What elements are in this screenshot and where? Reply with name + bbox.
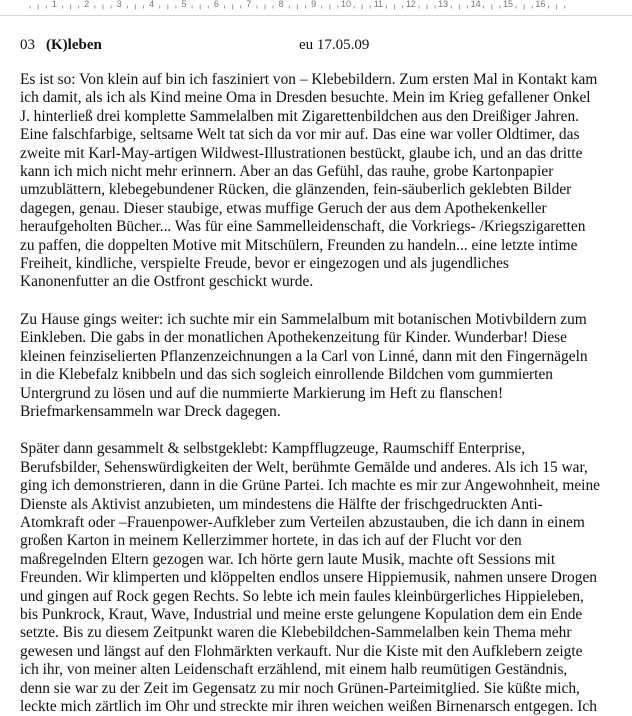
text-line: kann ich mich nicht mehr erinnern. Aber an das Gefühl, das rauhe, grobe Kartonpapier xyxy=(20,163,554,181)
text-line: Briefmarkensammeln war Dreck dagegen. xyxy=(20,402,281,420)
text-line: Zu Hause gings weiter: ich suchte mir ein Sammelalbum mit botanischen Motivbildern zum xyxy=(20,310,587,328)
text-line: Atomkraft oder –Frauenpower-Aufkleber zum Verteilen abzustauben, die ich dann in einem xyxy=(20,513,585,531)
text-line: umzublättern, klebegebundener Rücken, die glänzenden, fein-säuberlich geklebten Bilder xyxy=(20,181,572,199)
ruler-number: 10 xyxy=(340,0,352,9)
ruler-number: 16 xyxy=(535,0,546,9)
text-line: ich damit, als ich als Kind meine Oma in Dresden besuchte. Mein im Krieg gefallener Onkel xyxy=(20,89,591,107)
document-page xyxy=(20,34,618,716)
ruler-number: 7 xyxy=(246,0,252,9)
text-line: Kanonenfutter an die Ostfront geschickt wurde. xyxy=(20,273,314,291)
text-line: Untergrund zu lösen und auf die nummierte Markierung im Heft zu flanschen! xyxy=(20,384,504,402)
ruler-number: 11 xyxy=(373,0,384,9)
text-line: Dienste als Aktivist anzubieten, um mindestens die Hälfte der frischgedruckten Anti- xyxy=(20,495,543,513)
text-line: gewesen und längst auf den Flohmärkten verkauft. Nur die Kiste mit den Aufklebern zeigte xyxy=(20,642,583,660)
text-line: zu paffen, die doppelten Motive mit Mitschülern, Freunden zu handeln... eine letzte intime xyxy=(20,236,578,254)
chapter-title: (K)leben xyxy=(46,37,102,53)
ruler-number: 4 xyxy=(149,0,155,9)
text-line: dagegen, genau. Dieser staubige, etwas muffige Geruch der aus dem Apothekenkeller xyxy=(20,199,547,217)
text-line: setzte. Bis zu diesem Zeitpunkt waren die Klebebildchen-Sammelalben kein Thema mehr xyxy=(20,624,572,642)
ruler-number: 14 xyxy=(470,0,481,9)
ruler-number: 6 xyxy=(213,0,219,9)
text-line: J. hinterließ drei komplette Sammelalben mit Zigarettenbildchen aus den Dreißiger Jahren. xyxy=(20,107,580,125)
text-line: heraufgeholten Bücher... Was für eine Sammelleidenschaft, die Vorkriegs- /Kriegszigaretten xyxy=(20,218,586,236)
horizontal-ruler xyxy=(0,0,632,16)
text-line: zweite mit Karl-May-artigen Wildwest-Illustrationen bestückt, glaube ich, und an das dritte xyxy=(20,144,583,162)
ruler-number: 8 xyxy=(278,0,284,9)
paragraph-3 xyxy=(20,440,618,716)
document-header xyxy=(20,34,618,56)
ruler-number: 3 xyxy=(116,0,122,9)
ruler-number: 9 xyxy=(311,0,317,9)
text-line: bis Punkrock, Kraut, Wave, Industrial und meine erste gelungene Kopulation dem ein Ende xyxy=(20,605,583,623)
ruler-number: 5 xyxy=(181,0,187,9)
ruler-number: 1 xyxy=(51,0,57,9)
text-line: Berufsbilder, Sehenswürdigkeiten der Welt, berühmte Gemälde und anderes. Als ich 15 war, xyxy=(20,458,588,476)
text-line: und gingen auf Rock gegen Rechts. So lebte ich mein faules kleinbürgerliches Hippieleben, xyxy=(20,587,584,605)
paragraph-2 xyxy=(20,311,618,421)
chapter-number: 03 xyxy=(20,37,35,53)
ruler-number: 15 xyxy=(502,0,514,9)
body-text[interactable] xyxy=(20,71,618,716)
text-line: großen Karton in meinem Kellerzimmer hortete, in das ich auf der Flucht vor den xyxy=(20,532,522,550)
text-line: Es ist so: Von klein auf bin ich fasziniert von – Klebebildern. Zum ersten Mal in Kontakt kam xyxy=(20,71,598,88)
text-line: maßregelnden Eltern gezogen war. Ich hörte gern laute Musik, machte oft Sessions mit xyxy=(20,550,556,568)
header-date: eu 17.05.09 xyxy=(299,37,370,53)
text-line: ging ich demonstrieren, dann in die Grüne Partei. Ich machte es mir zur Angewohnheit, meine xyxy=(20,477,600,495)
text-line: Später dann gesammelt & selbstgeklebt: Kampfflugzeuge, Raumschiff Enterprise, xyxy=(20,440,526,458)
text-line: Freiheit, kindliche, verspielte Freude, bevor er eingezogen und als jugendliches xyxy=(20,255,509,273)
text-line: denn sie war zu der Zeit im Gegensatz zu mir noch Grünen-Parteimitglied. Sie küßte mich, xyxy=(20,679,580,697)
text-line: in die Klebefalz knibbeln und das sich sogleich einrollende Bildchen vom gummierten xyxy=(20,366,553,384)
ruler-number: 13 xyxy=(438,0,449,9)
text-line: leckte mich zärtlich im Ohr und streckte mir ihren weichen weißen Birnenarsch entgegen. Ich xyxy=(20,698,597,715)
ruler-number: 2 xyxy=(84,0,90,9)
text-line: kleinen feinziselierten Pflanzenzeichnungen a la Carl von Linné, dann mit den Fingernägeln xyxy=(20,347,588,365)
text-line: Einkleben. Die gabs in der monatlichen Apothekenzeitung für Kinder. Wunderbar! Diese xyxy=(20,329,568,347)
text-line: Freunden. Wir klimperten und klöppelten endlos unsere Hippiemusik, nahmen unsere Drogen xyxy=(20,569,597,587)
text-line: Eine falschfarbige, seltsame Welt tat sich da vor mir auf. Das eine war voller Oldtimer, das xyxy=(20,126,580,144)
ruler-number: 12 xyxy=(405,0,416,9)
text-line: ich ihr, von meiner alten Leidenschaft erzählend, mit einem halb reumütigen Geständnis, xyxy=(20,661,568,679)
paragraph-1 xyxy=(20,71,618,292)
